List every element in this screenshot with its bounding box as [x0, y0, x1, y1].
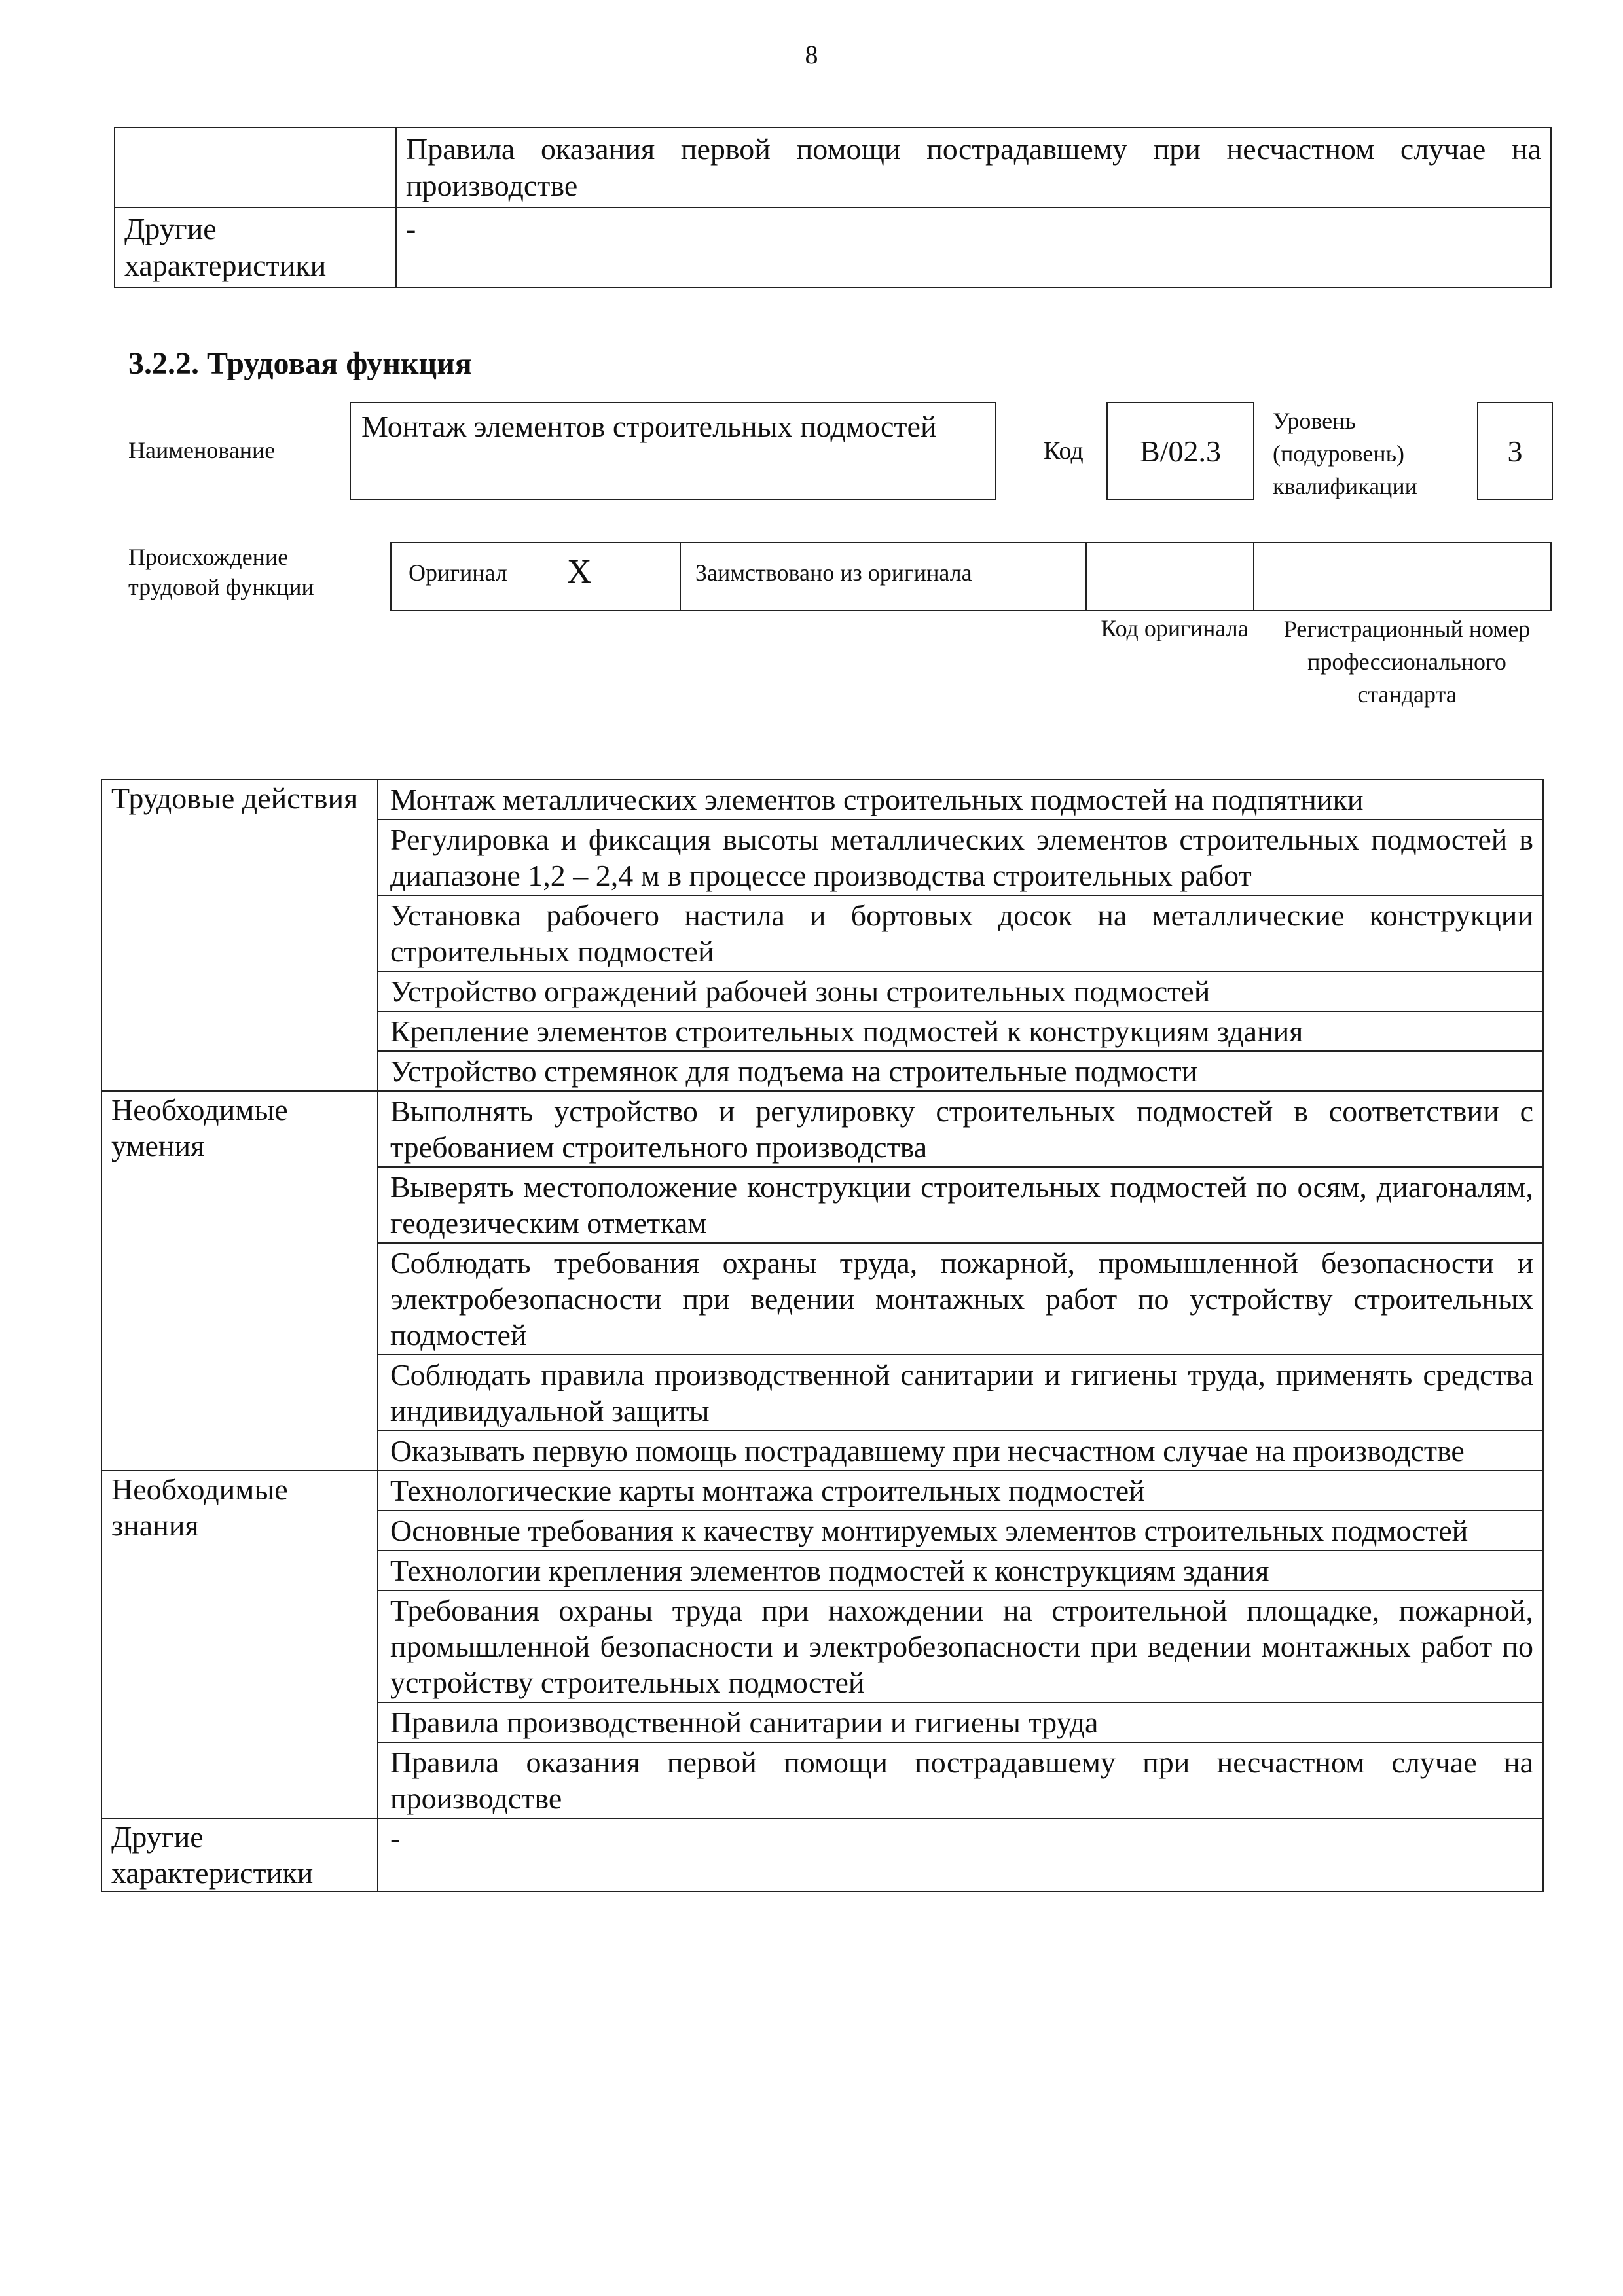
borrowed-cell [680, 542, 1087, 611]
labor-actions-item: Устройство стремянок для подъема на строительные подмости [378, 1051, 1543, 1091]
original-code-cell [1085, 542, 1254, 611]
table-row [101, 1471, 1543, 1511]
page-number: 8 [805, 40, 818, 69]
required-knowledge-item: Правила производственной санитарии и гигиены труда [378, 1702, 1543, 1742]
required-skills-item: Соблюдать требования охраны труда, пожарной, промышленной безопасности и электробезопасности при ведении монтажных работ по устройству строительных подмостей [378, 1243, 1543, 1355]
name-label: Наименование [128, 437, 276, 463]
registration-number-cell [1253, 542, 1552, 611]
code-box: B/02.3 [1106, 402, 1254, 500]
labor-actions-item: Монтаж металлических элементов строительных подмостей на подпятники [378, 780, 1543, 819]
other-characteristics-item: - [378, 1818, 1543, 1892]
borrowed-label: Заимствовано из оригинала [695, 560, 972, 586]
function-name-box: Монтаж элементов строительных подмостей [350, 402, 996, 500]
required-skills-item: Выверять местоположение конструкции строительных подмостей по осям, диагоналям, геодезическим отметкам [378, 1167, 1543, 1243]
required-skills-item: Соблюдать правила производственной санитарии и гигиены труда, применять средства индивидуальной защиты [378, 1355, 1543, 1431]
required-knowledge-item: Технологии крепления элементов подмостей к конструкциям здания [378, 1551, 1543, 1590]
function-table [101, 779, 1544, 1892]
table-row [101, 1818, 1543, 1892]
required-knowledge-label: Необходимые знания [101, 1471, 378, 1818]
section-title: 3.2.2. Трудовая функция [128, 346, 472, 381]
required-knowledge-item: Правила оказания первой помощи пострадавшему при несчастном случае на производстве [378, 1742, 1543, 1818]
original-code-caption: Код оригинала [1101, 615, 1249, 641]
origin-label: Происхождение трудовой функции [128, 544, 314, 600]
table-row [101, 1091, 1543, 1167]
table-cell: Правила оказания первой помощи пострадавшему при несчастном случае на производстве [396, 128, 1551, 207]
required-skills-item: Оказывать первую помощь пострадавшему при несчастном случае на производстве [378, 1431, 1543, 1471]
labor-actions-label: Трудовые действия [101, 780, 378, 1091]
original-mark: X [567, 553, 592, 590]
level-box: 3 [1477, 402, 1553, 500]
required-skills-item: Выполнять устройство и регулировку строительных подмостей в соответствии с требованием строительного производства [378, 1091, 1543, 1167]
original-label: Оригинал [409, 560, 507, 586]
level-label: Уровень (подуровень) квалификации [1273, 408, 1417, 499]
table-cell: - [396, 207, 1551, 287]
labor-actions-item: Установка рабочего настила и бортовых досок на металлические конструкции строительных подмостей [378, 895, 1543, 971]
required-knowledge-item: Технологические карты монтажа строительных подмостей [378, 1471, 1543, 1511]
empty-cell [115, 128, 396, 207]
labor-actions-item: Устройство ограждений рабочей зоны строительных подмостей [378, 971, 1543, 1011]
table-row [115, 128, 1551, 207]
original-cell [390, 542, 681, 611]
code-label: Код [1044, 437, 1084, 465]
required-knowledge-item: Требования охраны труда при нахождении на строительной площадке, пожарной, промышленной безопасности и электробезопасности при ведении монтажных работ по устройству строительных подмостей [378, 1590, 1543, 1702]
labor-actions-item: Регулировка и фиксация высоты металлических элементов строительных подмостей в диапазоне 1,2 – 2,4 м в процессе производства строительных работ [378, 819, 1543, 895]
continuation-table [114, 127, 1552, 288]
labor-actions-item: Крепление элементов строительных подмостей к конструкциям здания [378, 1011, 1543, 1051]
required-knowledge-item: Основные требования к качеству монтируемых элементов строительных подмостей [378, 1511, 1543, 1551]
registration-number-caption: Регистрационный номер профессионального стандарта [1283, 616, 1531, 708]
required-skills-label: Необходимые умения [101, 1091, 378, 1471]
table-row [115, 207, 1551, 287]
other-characteristics-label: Другие характеристики [101, 1818, 378, 1892]
row-label: Другие характеристики [115, 207, 396, 287]
table-row [101, 780, 1543, 819]
